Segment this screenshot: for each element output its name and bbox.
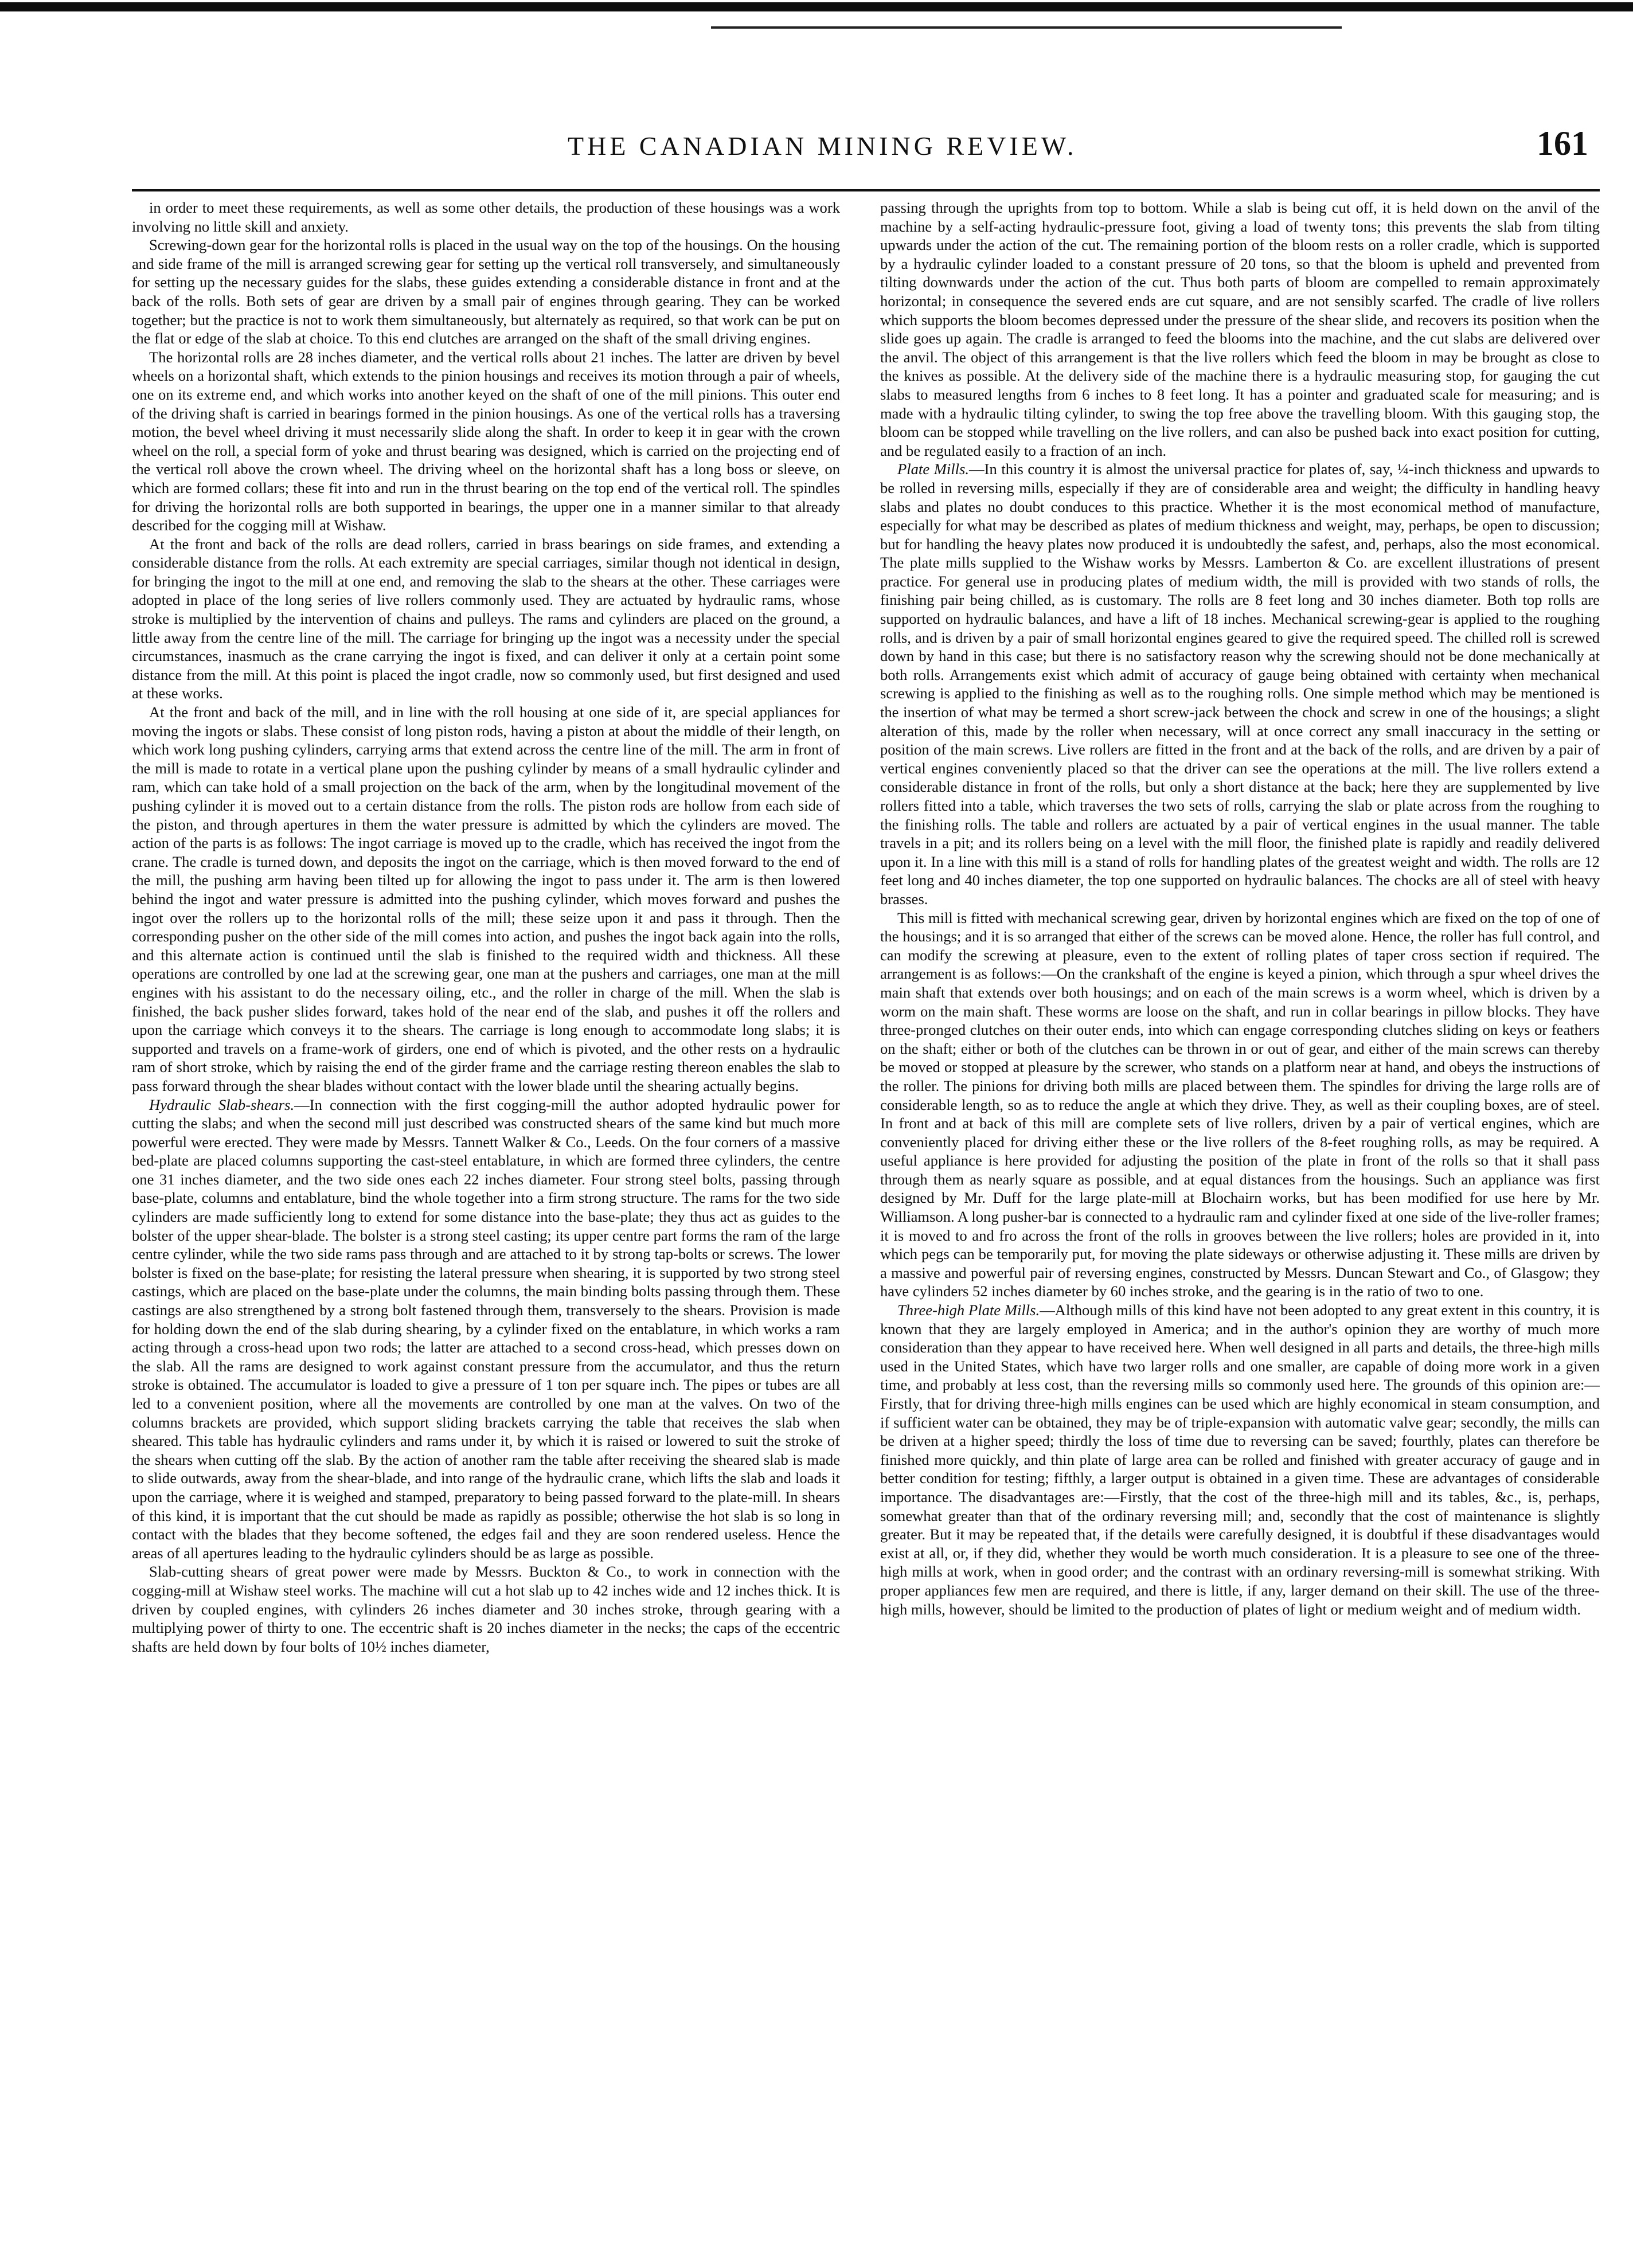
top-thin-rule	[711, 26, 1342, 29]
paragraph	[132, 198, 840, 236]
paragraph	[880, 198, 1600, 460]
paragraph	[132, 1096, 840, 1563]
paragraph-text: This mill is fitted with mechanical screwing gear, driven by horizontal engines which are fixed on the top of one of the housings; and it is so arranged that either of the screws can be moved alone. Hence, the roller has full control, and can modify the screwing at pleasure, even to the extent of rolling plates of taper cross section if required. The arrangement is as follows:—On the crankshaft of the engine is keyed a pinion, which through a spur wheel drives the main shaft that extends over both housings; and on each of the main screws is a worm wheel, which is driven by a worm on the main shaft. These worms are loose on the shaft, and run in collar bearings in pillow blocks. They have three-pronged clutches on their outer ends, into which can engage corresponding clutches sliding on keys or feathers on the shaft; either or both of the clutches can be thrown in or out of gear, and either of the main screws can thereby be moved or stopped at pleasure by the screwer, who stands on a platform near at hand, and obeys the instructions of the roller. The pinions for driving both mills are placed between them. The spindles for driving the large rolls are of considerable length, so as to reduce the angle at which they drive. They, as well as their coupling boxes, are of steel. In front and at back of this mill are complete sets of live rollers, driven by a pair of vertical engines, which are conveniently placed for driving either these or the live rollers of the 8-feet roughing rolls, as may be required. A useful appliance is here provided for adjusting the position of the plate in front of the rolls so that it shall pass through them as nearly square as possible, and at equal distances from the housings. Such an appliance was first designed by Mr. Duff for the large plate-mill at Blochairn works, but has been modified for use here by Mr. Williamson. A long pusher-bar is connected to a hydraulic ram and cylinder fixed at one side of the live-roller frames; it is moved to and fro across the front of the rolls in grooves between the live rollers; holes are provided in it, into which pegs can be temporarily put, for moving the plate sideways or otherwise adjusting it. These mills are driven by a massive and powerful pair of reversing engines, constructed by Messrs. Duncan Stewart and Co., of Glasgow; they have cylinders 52 inches diameter by 60 inches stroke, and the gearing is in the ratio of two to one.	[880, 909, 1600, 1300]
paragraph	[132, 348, 840, 535]
paragraph-text: At the front and back of the mill, and in line with the roll housing at one side of it, are special appliances for moving the ingots or slabs. These consist of long piston rods, having a piston at about the middle of their length, on which work long pushing cylinders, carrying arms that extend across the centre line of the mill. The arm in front of the mill is made to rotate in a vertical plane upon the pushing cylinder by means of a small hydraulic cylinder and ram, which can take hold of a small projection on the back of the arm, when by the longitudinal movement of the pushing cylinder it is moved out to a certain distance from the rolls. The piston rods are hollow from each side of the piston, and through apertures in them the water pressure is admitted by which the cylinders are moved. The action of the parts is as follows: The ingot carriage is moved up to the cradle, which has received the ingot from the crane. The cradle is turned down, and deposits the ingot on the carriage, which is then moved forward to the end of the mill, the pushing arm having been tilted up for allowing the ingot to pass under it. The arm is then lowered behind the ingot and water pressure is admitted into the pushing cylinder, which moves forward and pushes the ingot over the rollers up to the horizontal rolls of the mill; these seize upon it and pass it through. Then the corresponding pusher on the other side of the mill comes into action, and pushes the ingot back again into the rolls, and this alternate action is continued until the slab is finished to the required width and thickness. All these operations are controlled by one lad at the screwing gear, one man at the pushers and carriages, one man at the mill engines with his assistant to do the necessary oiling, etc., and the roller in charge of the mill. When the slab is finished, the back pusher slides forward, takes hold of the near end of the slab, and pushes it off the rollers and upon the carriage which conveys it to the shears. The carriage is long enough to accommodate long slabs; it is supported and travels on a frame-work of girders, one end of which is pivoted, and the other rests on a hydraulic ram of short stroke, which by raising the end of the girder frame and the carriage resting thereon enables the slab to pass forward through the shear blades without contact with the lower blade until the shearing actually begins.	[132, 703, 840, 1094]
paragraph-text: passing through the uprights from top to bottom. While a slab is being cut off, it is held down on the anvil of the machine by a self-acting hydraulic-pressure foot, giving a load of twenty tons; this prevents the slab from tilting upwards under the action of the cut. The remaining portion of the bloom rests on a roller cradle, which is supported by a hydraulic cylinder loaded to a constant pressure of 20 tons, so that the bloom is upheld and prevented from tilting downwards under the action of the cut. Thus both parts of bloom are compelled to remain approximately horizontal; in consequence the severed ends are cut square, and are not sensibly scarfed. The cradle of live rollers which supports the bloom becomes depressed under the pressure of the shear slide, and recovers its position when the slide goes up again. The cradle is arranged to feed the blooms into the machine, and the cut slabs are delivered over the anvil. The object of this arrangement is that the live rollers which feed the bloom in may be brought as close to the knives as possible. At the delivery side of the machine there is a hydraulic measuring stop, for gauging the cut slabs to measured lengths from 6 inches to 8 feet long. It has a pointer and graduated scale for measuring; and is made with a hydraulic tilting cylinder, to swing the top free above the travelling bloom. With this gauging stop, the bloom can be stopped while travelling on the live rollers, and can also be pushed back into exact position for cutting, and be regulated easily to a fraction of an inch.	[880, 199, 1600, 459]
top-border-rule	[0, 2, 1633, 11]
page-number: 161	[1537, 124, 1588, 162]
paragraph	[880, 1301, 1600, 1618]
paragraph-text: in order to meet these requirements, as well as some other details, the production of these housings was a work involving no little skill and anxiety.	[132, 199, 840, 235]
paragraph	[132, 703, 840, 1095]
paragraph	[132, 236, 840, 348]
section-heading: Plate Mills.	[897, 460, 970, 478]
right-column	[880, 198, 1600, 2239]
paragraph-text: —Although mills of this kind have not been adopted to any great extent in this country, it is known that they are largely employed in America; and in the author's opinion they are worthy of much more consideration than they appear to have received here. When well designed in all parts and details, the three-high mills used in the United States, which have two larger rolls and one smaller, are capable of doing more work in a given time, and probably at less cost, than the reversing mills so commonly used here. The grounds of this opinion are:—Firstly, that for driving three-high mills engines can be used which are highly economical in steam consumption, and if sufficient water can be obtained, they may be of triple-expansion with automatic valve gear; secondly, the mills can be driven at a higher speed; thirdly the loss of time due to reversing can be saved; fourthly, plates can therefore be finished more quickly, and thin plate of large area can be rolled and finished with greater accuracy of gauge and in better condition for testing; fifthly, a larger output is obtained in a given time. These are advantages of considerable importance. The disadvantages are:—Firstly, that the cost of the three-high mill and its tables, &c., is, perhaps, somewhat greater than that of the ordinary reversing mill; and, secondly that the cost of maintenance is slightly greater. But it may be repeated that, if the details were carefully designed, it is doubtful if these disadvantages would exist at all, or, if they did, whether they would be worth much consideration. It is a pleasure to see one of the three-high mills at work, when in good order; and the contrast with an ordinary reversing-mill is somewhat striking. With proper appliances few men are required, and there is little, if any, larger demand on their skill. The use of the three-high mills, however, should be limited to the production of plates of light or medium weight and of medium width.	[880, 1301, 1600, 1618]
paragraph-text: The horizontal rolls are 28 inches diameter, and the vertical rolls about 21 inches. The latter are driven by bevel wheels on a horizontal shaft, which extends to the pinion housings and receives its motion through a pair of wheels, one on its extreme end, and which works into another keyed on the shaft of one of the mill pinions. This outer end of the driving shaft is carried in bearings formed in the pinion housings. As one of the vertical rolls has a traversing motion, the bevel wheel driving it must necessarily slide along the shaft. In order to keep it in gear with the crown wheel on the roll, a special form of yoke and thrust bearing was designed, which is carried on the projecting end of the vertical roll above the crown wheel. The driving wheel on the horizontal shaft has a long boss or sleeve, on which are formed collars; these fit into and run in the thrust bearing on the top end of the vertical roll. The spindles for driving the horizontal rolls are both supported in bearings, the upper one in a manner similar to that already described for the cogging mill at Wishaw.	[132, 348, 840, 534]
page-header	[132, 114, 1600, 162]
paragraph	[132, 535, 840, 703]
section-heading: Three-high Plate Mills.	[897, 1301, 1040, 1319]
paragraph-text: —In this country it is almost the universal practice for plates of, say, ¼-inch thickness and upwards to be rolled in reversing mills, especially if they are of considerable area and weight; the difficulty in handling heavy slabs and plates no doubt conduces to this practice. Whether it is the most economical method of manufacture, especially for what may be described as plates of medium thickness and weight, may, perhaps, be open to discussion; but for handling the heavy plates now produced it is undoubtedly the safest, and, perhaps, also the most economical. The plate mills supplied to the Wishaw works by Messrs. Lamberton & Co. are excellent illustrations of present practice. For general use in producing plates of medium width, the mill is provided with two stands of rolls, the finishing pair being chilled, as is customary. The rolls are 8 feet long and 30 inches diameter. Both top rolls are supported on hydraulic balances, and have a lift of 18 inches. Mechanical screwing-gear is applied to the roughing rolls, and is driven by a pair of small horizontal engines geared to give the required speed. The chilled roll is screwed down by hand in this case; but there is no satisfactory reason why the screwing should not be done mechanically at both rolls. Arrangements exist which admit of accuracy of gauge being obtained with certainty when mechanical screwing is applied to the finishing as well as to the roughing rolls. One simple method which may be mentioned is the insertion of what may be termed a short screw-jack between the chock and screw in one of the housings; a slight alteration of this, made by the roller when necessary, will at once correct any small inaccuracy in the setting or position of the main screws. Live rollers are fitted in the front and at the back of the rolls, and are driven by a pair of vertical engines conveniently placed so that the driver can see the operations at the mill. The live rollers extend a considerable distance in front of the rolls, but only a short distance at the back; here they are supplemented by live rollers fitted into a table, which traverses the two sets of rolls, carrying the slab or plate across from the roughing to the finishing rolls. The table and rollers are actuated by a pair of vertical engines in the usual manner. The table travels in a pit; and its rollers being on a level with the mill floor, the finished plate is rapidly and readily delivered upon it. In a line with this mill is a stand of rolls for handling plates of the greatest weight and width. The rolls are 12 feet long and 40 inches diameter, the top one supported on hydraulic balances. The chocks are all of steel with heavy brasses.	[880, 460, 1600, 908]
paragraph-text: At the front and back of the rolls are dead rollers, carried in brass bearings on side frames, and extending a considerable distance from the rolls. At each extremity are special carriages, similar though not identical in design, for bringing the ingot to the mill at one end, and removing the slab to the shears at the other. These carriages were adopted in place of the long series of live rollers commonly used. They are actuated by hydraulic rams, whose stroke is multiplied by the intervention of chains and pulleys. The rams and cylinders are placed on the ground, a little away from the centre line of the mill. The carriage for bringing up the ingot was a necessity under the special circumstances, inasmuch as the crane carrying the ingot is fixed, and can deliver it only at a certain point some distance from the mill. At this point is placed the ingot cradle, now so commonly used, but first designed and used at these works.	[132, 535, 840, 702]
section-heading: Hydraulic Slab-shears.	[149, 1096, 295, 1113]
paragraph	[880, 909, 1600, 1301]
paragraph-text: Screwing-down gear for the horizontal rolls is placed in the usual way on the top of the housings. On the housing and side frame of the mill is arranged screwing gear for setting up the vertical roll transversely, and simultaneously for setting up the necessary guides for the slabs, these guides extending a considerable distance in front and at the back of the rolls. Both sets of gear are driven by a small pair of engines through gearing. They can be worked together; but the practice is not to work them simultaneously, but alternately as required, so that work can be put on the flat or edge of the slab at choice. To this end clutches are arranged on the shaft of the small driving engines.	[132, 236, 840, 347]
paragraph-text: —In connection with the first cogging-mill the author adopted hydraulic power for cutting the slabs; and when the second mill just described was constructed shears of the same kind but much more powerful were erected. They were made by Messrs. Tannett Walker & Co., Leeds. On the four corners of a massive bed-plate are placed columns supporting the cast-steel entablature, in which are formed three cylinders, the centre one 31 inches diameter, and the two side ones each 22 inches diameter. Four strong steel bolts, passing through base-plate, columns and entablature, bind the whole together into a firm strong structure. The rams for the two side cylinders are made sufficiently long to extend for some distance into the base-plate; they thus act as guides to the bolster of the upper shear-blade. The bolster is a strong steel casting; its upper centre part forms the ram of the large centre cylinder, while the two side rams pass through and are attached to it by strong tap-bolts or screws. The lower bolster is fixed on the base-plate; for resisting the lateral pressure when shearing, it is supported by two strong steel castings, which are placed on the base-plate under the columns, the main binding bolts passing through them. These castings are also strengthened by a strong bolt fastened through them, transversely to the shears. Provision is made for holding down the end of the slab during shearing, by a cylinder fixed on the entablature, in which works a ram acting through a cross-head upon two rods; the latter are attached to a second cross-head, which presses down on the slab. All the rams are designed to work against constant pressure from the accumulator, and thus the return stroke is obtained. The accumulator is loaded to give a pressure of 1 ton per square inch. The pipes or tubes are all led to a convenient position, where all the movements are controlled by one man at the valves. On two of the columns brackets are provided, which support sliding brackets carrying the table that receives the slab when sheared. This table has hydraulic cylinders and rams under it, by which it is raised or lowered to suit the stroke of the shears when cutting off the slab. By the action of another ram the table after receiving the sheared slab is made to slide outwards, away from the shear-blade, and into range of the hydraulic crane, which lifts the slab and loads it upon the carriage, where it is weighed and stamped, preparatory to being passed forward to the plate-mill. In shears of this kind, it is important that the cut should be made as rapidly as possible; otherwise the hot slab is so long in contact with the blades that they become softened, the edges fail and they are soon rendered useless. Hence the areas of all apertures leading to the hydraulic cylinders should be as large as possible.	[132, 1096, 840, 1562]
paragraph-text: Slab-cutting shears of great power were made by Messrs. Buckton & Co., to work in connection with the cogging-mill at Wishaw steel works. The machine will cut a hot slab up to 42 inches wide and 12 inches thick. It is driven by coupled engines, with cylinders 26 inches diameter and 30 inches stroke, through gearing with a multiplying power of thirty to one. The eccentric shaft is 20 inches diameter in the necks; the caps of the eccentric shafts are held down by four bolts of 10½ inches diameter,	[132, 1563, 840, 1655]
left-column	[132, 198, 840, 2239]
header-rule	[132, 189, 1600, 191]
paragraph	[132, 1562, 840, 1656]
running-head: THE CANADIAN MINING REVIEW.	[568, 131, 1077, 161]
paragraph	[880, 460, 1600, 908]
